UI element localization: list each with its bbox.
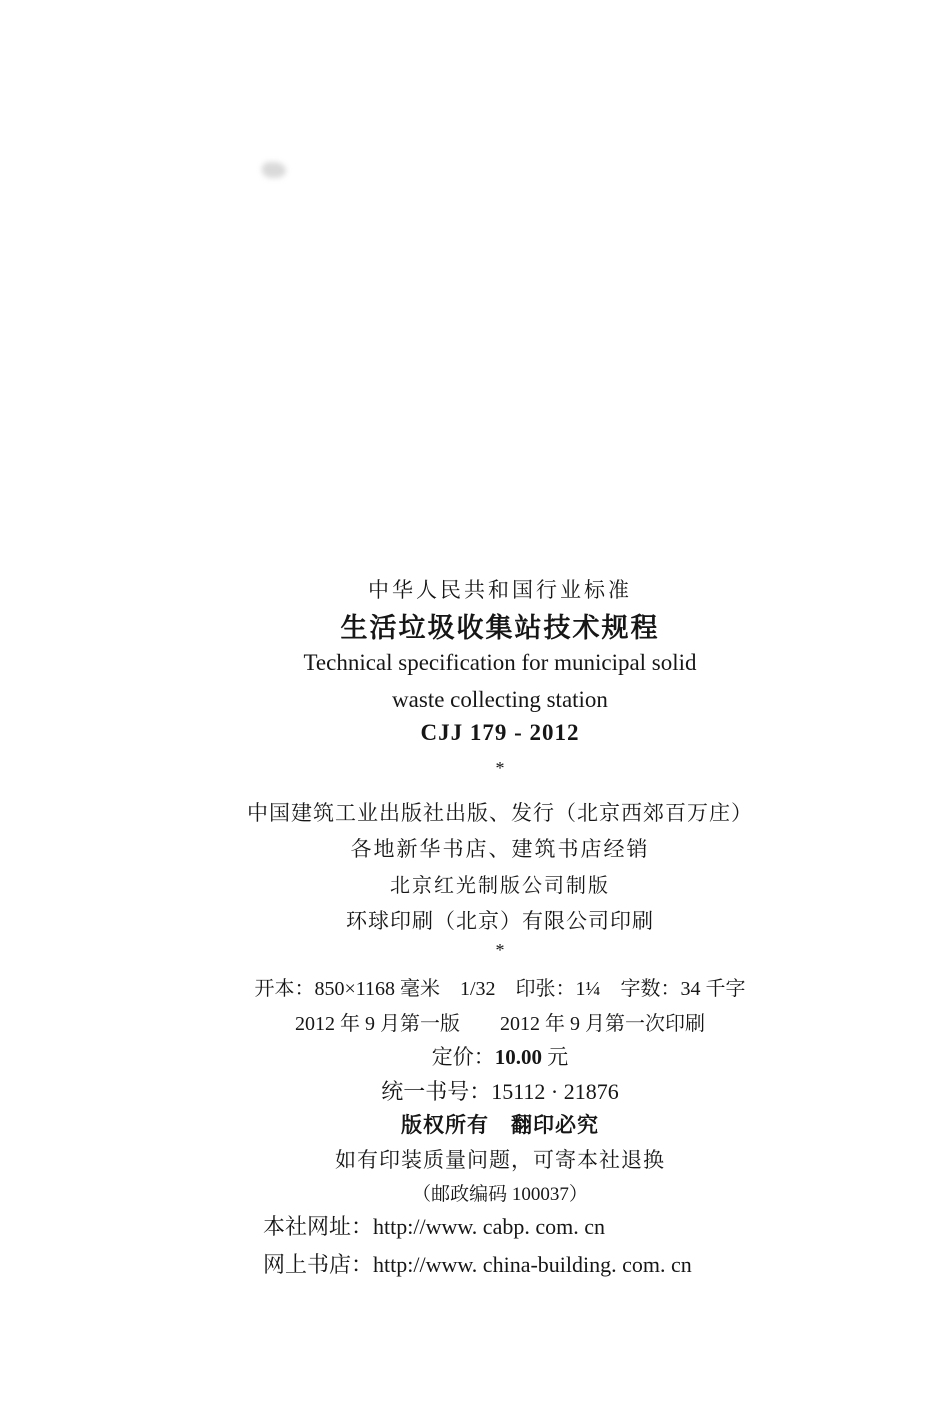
distribution-line: 各地新华书店、建筑书店经销: [350, 837, 650, 861]
price-value: 10.00: [494, 1045, 542, 1069]
separator-star-bottom: *: [495, 940, 505, 960]
copyright-notice: 版权所有 翻印必究: [401, 1113, 599, 1137]
quality-return-notice: 如有印装质量问题，可寄本社退换: [335, 1148, 665, 1172]
printer-line: 环球印刷（北京）有限公司印刷: [346, 909, 654, 933]
online-bookstore-line: [263, 1248, 943, 1279]
price-unit: 元: [542, 1045, 569, 1069]
publisher-website-line: [263, 1210, 913, 1241]
bookstore-url: http://www. china-building. com. cn: [373, 1252, 692, 1277]
title-english-line2: waste collecting station: [392, 687, 608, 712]
format-specs-line: 开本：850×1168 毫米 1/32 印张：1¼ 字数：34 千字: [254, 978, 746, 1000]
postal-code-line: （邮政编码 100037）: [412, 1184, 588, 1205]
unified-book-number: 统一书号：15112 · 21876: [381, 1079, 619, 1104]
price-label: 定价：: [431, 1045, 495, 1069]
title-english-line1: Technical specification for municipal solid: [303, 650, 697, 675]
standard-code: CJJ 179 - 2012: [420, 720, 580, 745]
separator-star-top: *: [495, 758, 505, 778]
edition-printing-line: 2012 年 9 月第一版 2012 年 9 月第一次印刷: [295, 1013, 705, 1035]
bookstore-label: 网上书店：: [263, 1252, 374, 1277]
price-line: [50, 1041, 950, 1071]
title-chinese: 生活垃圾收集站技术规程: [340, 613, 660, 644]
scan-smudge: [262, 162, 286, 178]
website-url: http://www. cabp. com. cn: [373, 1214, 605, 1239]
plate-making-line: 北京红光制版公司制版: [390, 875, 610, 897]
standard-class-heading: 中华人民共和国行业标准: [368, 578, 632, 602]
publisher-line: 中国建筑工业出版社出版、发行（北京西郊百万庄）: [247, 801, 753, 825]
website-label: 本社网址：: [263, 1214, 374, 1239]
